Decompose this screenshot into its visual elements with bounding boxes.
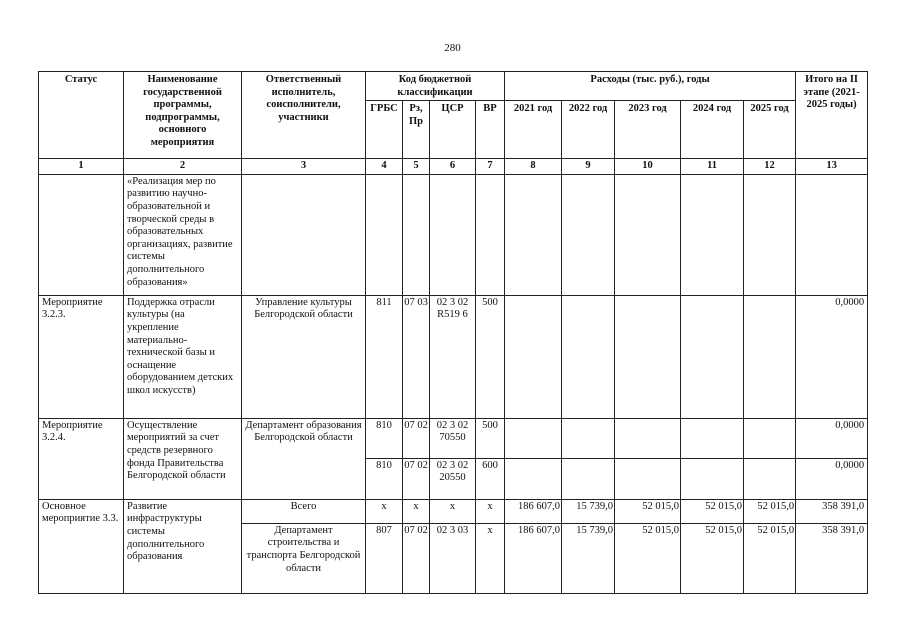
cell-2024: [681, 458, 744, 499]
cell-total: [796, 174, 868, 295]
cell-vr: х: [476, 523, 505, 593]
cell-grbs: [366, 174, 403, 295]
cell-executor: Департамент строительства и транспорта Белгородской области: [242, 523, 366, 593]
cell-2022: [562, 418, 615, 458]
cell-2021: 186 607,0: [505, 499, 562, 523]
cell-2021: 186 607,0: [505, 523, 562, 593]
column-number: 7: [476, 159, 505, 175]
cell-rz-pr: [403, 174, 430, 295]
cell-grbs: х: [366, 499, 403, 523]
cell-2022: 15 739,0: [562, 499, 615, 523]
cell-csr: [430, 174, 476, 295]
cell-grbs: 811: [366, 295, 403, 418]
header-expenses: Расходы (тыс. руб.), годы: [505, 72, 796, 101]
header-vr: ВР: [476, 101, 505, 159]
cell-rz-pr: 07 03: [403, 295, 430, 418]
cell-2022: [562, 174, 615, 295]
cell-rz-pr: 07 02: [403, 458, 430, 499]
column-number: 5: [403, 159, 430, 175]
cell-name: Поддержка отрасли культуры (на укрепление материально-технической базы и оснащение оборудованием детских школ искусств): [124, 295, 242, 418]
cell-rz-pr: 07 02: [403, 418, 430, 458]
cell-grbs: 810: [366, 418, 403, 458]
cell-vr: 500: [476, 295, 505, 418]
cell-2021: [505, 295, 562, 418]
cell-name: Осуществление мероприятий за счет средств резервного фонда Правительства Белгородской области: [124, 418, 242, 499]
header-csr: ЦСР: [430, 101, 476, 159]
cell-total: 358 391,0: [796, 499, 868, 523]
cell-executor: [242, 174, 366, 295]
column-number: 1: [39, 159, 124, 175]
column-number: 4: [366, 159, 403, 175]
header-2024: 2024 год: [681, 101, 744, 159]
cell-total: 0,0000: [796, 458, 868, 499]
cell-2023: 52 015,0: [615, 523, 681, 593]
column-number: 8: [505, 159, 562, 175]
cell-2023: [615, 295, 681, 418]
cell-csr: 02 3 02 70550: [430, 418, 476, 458]
header-total: Итого на II этапе (2021-2025 годы): [796, 72, 868, 159]
cell-2021: [505, 174, 562, 295]
header-executor: Ответственный исполнитель, соисполнители, участники: [242, 72, 366, 159]
cell-2024: 52 015,0: [681, 499, 744, 523]
cell-status: Основное мероприятие 3.3.: [39, 499, 124, 593]
cell-vr: [476, 174, 505, 295]
cell-executor: Управление культуры Белгородской области: [242, 295, 366, 418]
header-2022: 2022 год: [562, 101, 615, 159]
column-number: 12: [744, 159, 796, 175]
cell-2025: [744, 418, 796, 458]
cell-csr: 02 3 03: [430, 523, 476, 593]
cell-executor: Всего: [242, 499, 366, 523]
cell-2021: [505, 458, 562, 499]
header-grbs: ГРБС: [366, 101, 403, 159]
cell-2024: [681, 295, 744, 418]
cell-2021: [505, 418, 562, 458]
header-2021: 2021 год: [505, 101, 562, 159]
cell-csr: 02 3 02 20550: [430, 458, 476, 499]
column-number: 11: [681, 159, 744, 175]
column-number-row: [39, 159, 868, 175]
column-number: 10: [615, 159, 681, 175]
cell-2023: 52 015,0: [615, 499, 681, 523]
cell-2022: [562, 458, 615, 499]
header-row: [39, 72, 868, 101]
column-number: 13: [796, 159, 868, 175]
cell-total: 0,0000: [796, 295, 868, 418]
cell-2022: [562, 295, 615, 418]
cell-grbs: 810: [366, 458, 403, 499]
cell-2024: [681, 174, 744, 295]
cell-2025: [744, 174, 796, 295]
cell-2023: [615, 458, 681, 499]
table-row: [39, 499, 868, 523]
cell-status: [39, 174, 124, 295]
header-2023: 2023 год: [615, 101, 681, 159]
cell-2022: 15 739,0: [562, 523, 615, 593]
page-number: 280: [444, 42, 461, 54]
column-number: 2: [124, 159, 242, 175]
cell-2025: 52 015,0: [744, 523, 796, 593]
cell-vr: 500: [476, 418, 505, 458]
cell-csr: 02 3 02 R519 6: [430, 295, 476, 418]
table-row: [39, 295, 868, 418]
column-number: 3: [242, 159, 366, 175]
cell-rz-pr: х: [403, 499, 430, 523]
cell-2025: [744, 295, 796, 418]
cell-2025: [744, 458, 796, 499]
cell-executor: Департамент образования Белгородской области: [242, 418, 366, 499]
header-name: Наименование государственной программы, подпрограммы, основного мероприятия: [124, 72, 242, 159]
cell-2024: [681, 418, 744, 458]
cell-vr: х: [476, 499, 505, 523]
cell-status: Мероприятие 3.2.4.: [39, 418, 124, 499]
cell-2024: 52 015,0: [681, 523, 744, 593]
cell-name: Развитие инфраструктуры системы дополнительного образования: [124, 499, 242, 593]
header-status: Статус: [39, 72, 124, 159]
cell-2025: 52 015,0: [744, 499, 796, 523]
cell-2023: [615, 418, 681, 458]
cell-2023: [615, 174, 681, 295]
cell-status: Мероприятие 3.2.3.: [39, 295, 124, 418]
budget-table: [38, 71, 868, 594]
cell-rz-pr: 07 02: [403, 523, 430, 593]
header-budget-code: Код бюджетной классификации: [366, 72, 505, 101]
cell-vr: 600: [476, 458, 505, 499]
column-number: 9: [562, 159, 615, 175]
header-2025: 2025 год: [744, 101, 796, 159]
header-rz-pr: Рз, Пр: [403, 101, 430, 159]
cell-name: «Реализация мер по развитию научно-образовательной и творческой среды в образовательных организациях, развитие системы дополнительного образования»: [124, 174, 242, 295]
cell-grbs: 807: [366, 523, 403, 593]
cell-csr: х: [430, 499, 476, 523]
cell-total: 0,0000: [796, 418, 868, 458]
cell-total: 358 391,0: [796, 523, 868, 593]
table-row: [39, 418, 868, 458]
column-number: 6: [430, 159, 476, 175]
table-row: [39, 174, 868, 295]
